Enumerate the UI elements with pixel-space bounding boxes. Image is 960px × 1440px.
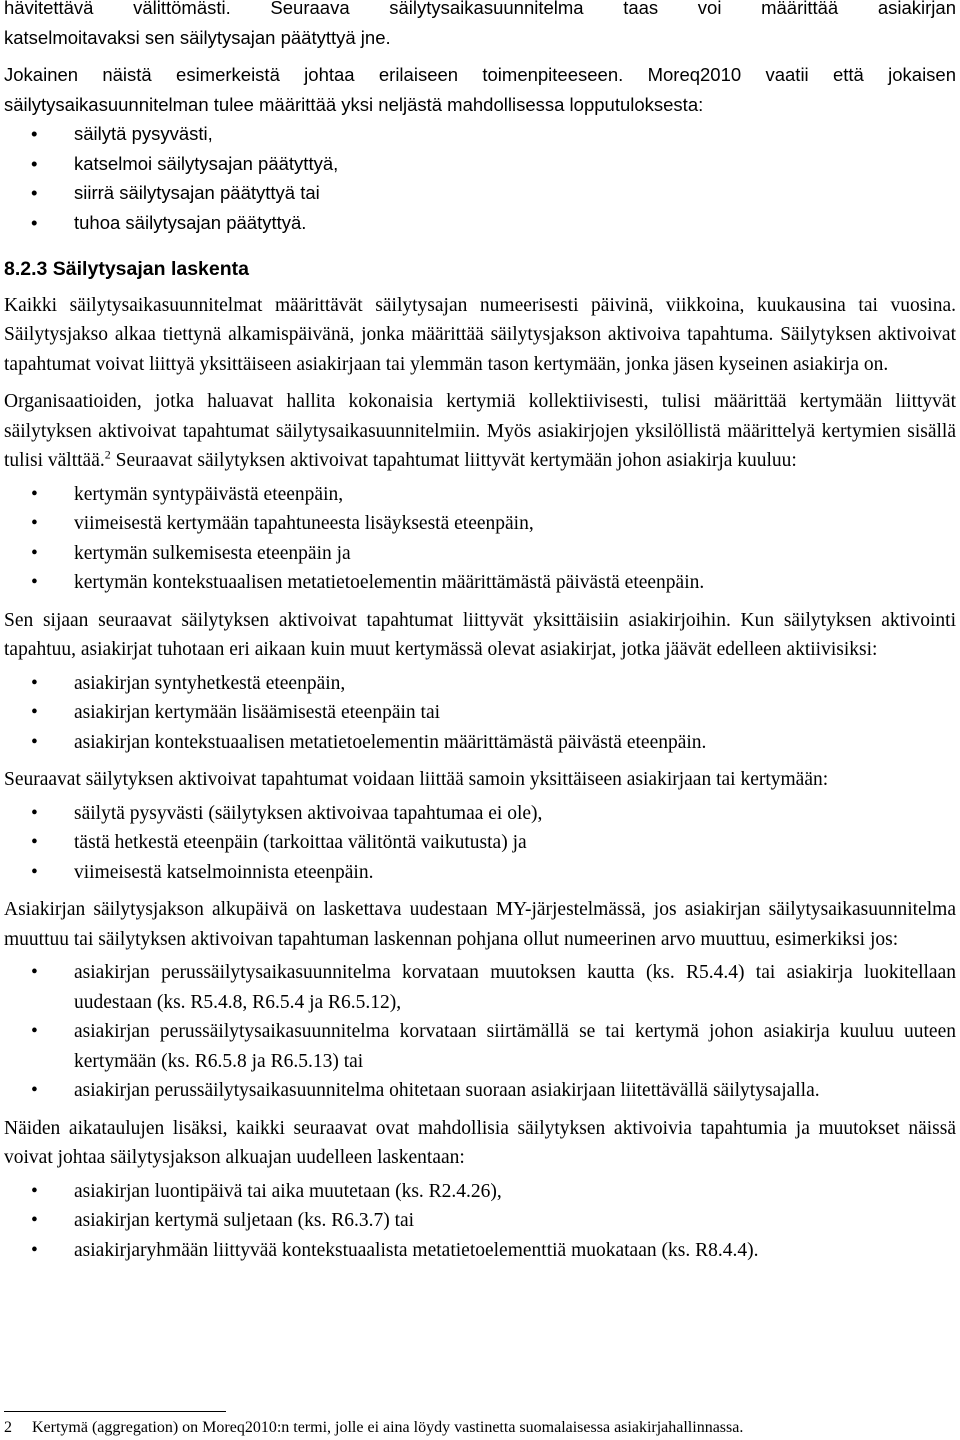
list-item-text: tästä hetkestä eteenpäin (tarkoittaa välitöntä vaikutusta) ja xyxy=(74,832,527,853)
paragraph-shared-triggers: Seuraavat säilytyksen aktivoivat tapahtumat voidaan liittää samoin yksittäiseen asiakirjaan tai kertymään: xyxy=(4,769,829,790)
list-item xyxy=(4,828,956,858)
list-item-text: asiakirjan kontekstuaalisen metatietoelementin määrittämästä päivästä eteenpäin. xyxy=(74,731,707,753)
paragraph-outcomes-intro-a: Jokainen näistä esimerkeistä johtaa erilaiseen toimenpiteeseen. xyxy=(4,64,624,85)
section-heading: 8.2.3 Säilytysajan laskenta xyxy=(4,258,249,280)
change-events-list xyxy=(4,1177,956,1266)
recalc-examples-list xyxy=(4,958,956,1106)
list-item xyxy=(4,539,956,569)
bullet-icon: • xyxy=(31,1080,38,1101)
bullet-icon: • xyxy=(31,513,38,534)
list-item xyxy=(4,858,956,888)
list-item-text: viimeisestä katselmoinnista eteenpäin. xyxy=(74,861,374,883)
bullet-icon: • xyxy=(31,123,38,144)
paragraph-intro-part1: hävitettävä välittömästi. Seuraava säilytysaikasuunnitelma taas voi määrittää asiakirjan xyxy=(4,0,956,18)
paragraph-aggregation xyxy=(4,387,956,476)
paragraph-line xyxy=(4,0,956,23)
list-item xyxy=(4,568,956,598)
bullet-icon: • xyxy=(31,702,38,723)
list-item xyxy=(4,119,956,149)
list-item-text: katselmoi säilytysajan päätyttyä, xyxy=(74,152,339,174)
list-item xyxy=(4,178,956,208)
list-item-text: asiakirjan luontipäivä tai aika muutetaan (ks. R2.4.26), xyxy=(74,1180,502,1202)
list-item-text: kertymän kontekstuaalisen metatietoelementin määrittämästä päivästä eteenpäin. xyxy=(74,572,705,593)
bullet-icon: • xyxy=(31,802,38,824)
bullet-icon: • xyxy=(31,731,38,753)
list-item-text: kertymän sulkemisesta eteenpäin ja xyxy=(74,542,351,564)
footnote xyxy=(4,1418,956,1438)
bullet-icon: • xyxy=(31,542,38,564)
paragraph-record-triggers: Sen sijaan seuraavat säilytyksen aktivoivat tapahtumat liittyvät yksittäisiin asiakirjoihin. Kun säilytyksen aktivointi tapahtuu, asiakirjat tuhotaan eri aikaan kuin muut kertymässä olevat asiakirjat, jotka jäävät edelleen aktiivisiksi: xyxy=(4,609,956,660)
bullet-icon: • xyxy=(31,1180,38,1202)
document-page xyxy=(4,0,956,1265)
list-item-text: asiakirjan syntyhetkestä eteenpäin, xyxy=(74,672,346,694)
list-item-text: asiakirjan perussäilytysaikasuunnitelma korvataan muutoksen kautta (ks. R5.4.4) tai asiakirja luokitellaan uudestaan (ks. R5.4.8, R6.5.4 ja R6.5.12), xyxy=(74,962,956,1013)
list-item-text: siirrä säilytysajan päätyttyä tai xyxy=(74,182,320,203)
bullet-icon: • xyxy=(31,572,38,593)
paragraph-change-events: Näiden aikataulujen lisäksi, kaikki seuraavat ovat mahdollisia säilytyksen aktivoivia tapahtumia ja muutokset näissä voivat johtaa säilytysjakson alkuajan uudelleen laskentaan: xyxy=(4,1117,956,1168)
list-item xyxy=(4,728,956,758)
paragraph-aggregation-a: Organisaatioiden, jotka haluavat hallita kokonaisia kertymiä kollektiivisesti, tulisi määrittää kertymään liittyvät säilytyksen aktivoivat tapahtumat säilytysaikasuunnitelmiin. Myös asiakirjojen yksilöllistä määrittelyä kertymien sisällä tulisi välttää. xyxy=(4,391,956,471)
bullet-icon: • xyxy=(31,672,38,694)
list-item-text: viimeisestä kertymään tapahtuneesta lisäyksestä eteenpäin, xyxy=(74,513,534,534)
bullet-icon: • xyxy=(31,1210,38,1231)
list-item-text: säilytä pysyvästi (säilytyksen aktivoivaa tapahtumaa ei ole), xyxy=(74,802,543,824)
list-item xyxy=(4,1236,956,1266)
outcomes-list xyxy=(4,119,956,237)
bullet-icon: • xyxy=(31,483,38,505)
list-item-text: asiakirjan kertymä suljetaan (ks. R6.3.7) tai xyxy=(74,1210,415,1231)
shared-triggers-list xyxy=(4,799,956,888)
bullet-icon: • xyxy=(31,152,38,174)
bullet-icon: • xyxy=(31,1239,38,1261)
paragraph-calculation: Kaikki säilytysaikasuunnitelmat määrittävät säilytysajan numeerisesti päivinä, viikkoina, kuukausina tai vuosina. Säilytysjakso alkaa tiettynä alkamispäivänä, jonka määrittää säilytysjakson aktivoiva tapahtuma. Säilytyksen aktivoivat tapahtumat voivat liittyä yksittäiseen asiakirjaan tai ylemmän tason kertymään, jonka jäsen kyseinen asiakirja on. xyxy=(4,294,956,375)
bullet-icon: • xyxy=(31,1021,38,1042)
list-item-text: asiakirjan kertymään lisäämisestä eteenpäin tai xyxy=(74,702,441,723)
list-item xyxy=(4,669,956,699)
footnote-number: 2 xyxy=(4,1419,12,1436)
list-item-text: asiakirjan perussäilytysaikasuunnitelma ohitetaan suoraan asiakirjaan liitettävällä säilytysajalla. xyxy=(74,1080,820,1101)
list-item-text: kertymän syntypäivästä eteenpäin, xyxy=(74,483,344,505)
paragraph-aggregation-b: Seuraavat säilytyksen aktivoivat tapahtumat liittyvät kertymään johon asiakirja kuuluu: xyxy=(110,450,797,471)
paragraph-outcomes-intro-b: Moreq2010 vaatii että jokaisen säilytysaikasuunnitelman tulee määrittää yksi neljästä mahdollisessa lopputuloksesta: xyxy=(4,64,957,115)
footnote-divider xyxy=(4,1411,226,1412)
bullet-icon: • xyxy=(31,832,38,853)
list-item xyxy=(4,799,956,829)
list-item xyxy=(4,958,956,1017)
paragraph-intro-part2: katselmoitavaksi sen säilytysajan päätyttyä jne. xyxy=(4,26,391,48)
list-item xyxy=(4,1206,956,1236)
list-item-text: asiakirjan perussäilytysaikasuunnitelma korvataan siirtämällä se tai kertymä johon asiakirja kuuluu uuteen kertymään (ks. R6.5.8 ja R6.5.13) tai xyxy=(74,1021,956,1072)
aggregation-triggers-list xyxy=(4,480,956,598)
footnote-ref[interactable]: 2 xyxy=(104,447,111,462)
list-item xyxy=(4,480,956,510)
footnote-text: Kertymä (aggregation) on Moreq2010:n termi, jolle ei aina löydy vastinetta suomalaisessa asiakirjahallinnassa. xyxy=(32,1419,744,1436)
paragraph-outcomes-intro xyxy=(4,60,956,119)
list-item xyxy=(4,208,956,238)
bullet-icon: • xyxy=(31,211,38,233)
list-item xyxy=(4,1076,956,1106)
list-item xyxy=(4,1017,956,1076)
list-item-text: asiakirjaryhmään liittyvää kontekstuaalista metatietoelementtiä muokataan (ks. R8.4.4). xyxy=(74,1239,759,1261)
bullet-icon: • xyxy=(31,182,38,203)
list-item-text: tuhoa säilytysajan päätyttyä. xyxy=(74,211,307,233)
list-item xyxy=(4,509,956,539)
bullet-icon: • xyxy=(31,962,38,983)
record-triggers-list xyxy=(4,669,956,758)
list-item xyxy=(4,698,956,728)
paragraph-recalculation: Asiakirjan säilytysjakson alkupäivä on laskettava uudestaan MY-järjestelmässä, jos asiakirjan säilytysaikasuunnitelma muuttuu tai säilytyksen aktivoivan tapahtuman laskennan pohjana ollut numeerinen arvo muuttuu, esimerkiksi jos: xyxy=(4,899,956,950)
list-item xyxy=(4,1177,956,1207)
bullet-icon: • xyxy=(31,861,38,883)
list-item-text: säilytä pysyvästi, xyxy=(74,123,213,144)
list-item xyxy=(4,149,956,179)
